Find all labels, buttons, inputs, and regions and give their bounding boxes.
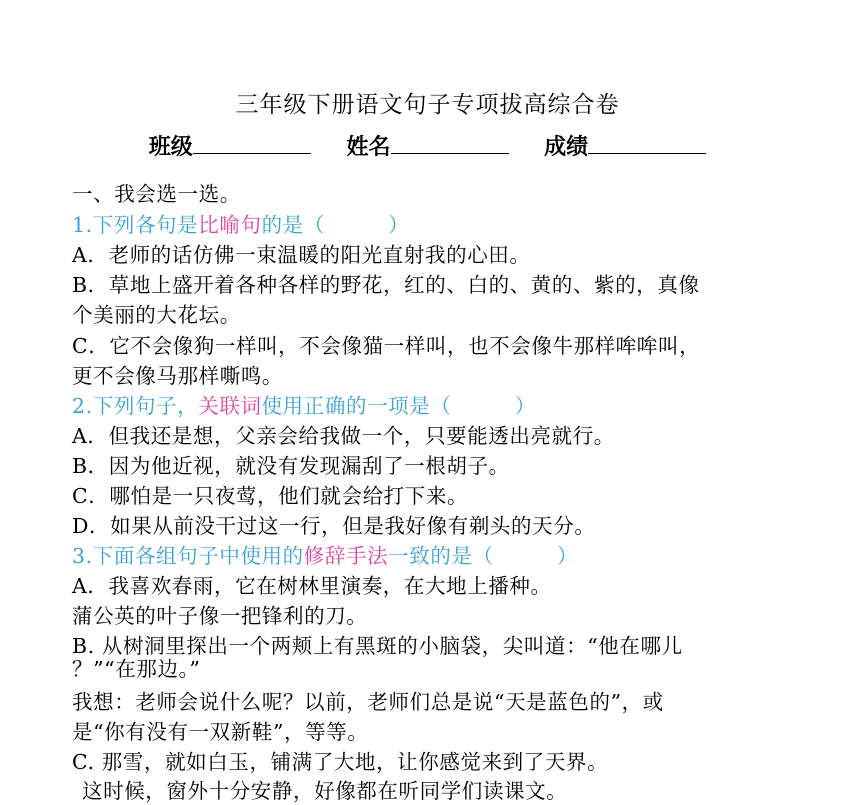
- name-label: 姓名: [346, 134, 391, 160]
- q2-option-a: A．但我还是想，父亲会给我做一个，只要能透出亮就行。: [72, 424, 615, 448]
- student-info-row: [0, 130, 855, 161]
- score-label: 成绩: [544, 134, 589, 160]
- q1-option-b: B．草地上盛开着各种各样的野花，红的、白的、黄的、紫的，真像: [72, 273, 700, 297]
- page-title: 三年级下册语文句子专项拔高综合卷: [235, 92, 620, 118]
- q2-key: 关联词: [198, 394, 262, 418]
- q1-option-c-cont: 更不会像马那样嘶鸣。: [72, 364, 283, 388]
- name-blank[interactable]: [391, 133, 509, 154]
- q3-option-b-2: 我想：老师会说什么呢？以前，老师们总是说“天是蓝色的”，或: [72, 690, 664, 714]
- q3-option-c: C. 那雪，就如白玉，铺满了大地，让你感觉来到了天界。: [72, 750, 609, 774]
- question-3: [72, 542, 578, 570]
- class-blank[interactable]: [193, 133, 311, 154]
- class-label: 班级: [148, 134, 193, 160]
- q2-post: 使用正确的一项是（ ）: [261, 394, 536, 418]
- q3-option-b-cont: ？”“在那边。”: [72, 657, 201, 681]
- q3-key: 修辞手法: [303, 544, 389, 568]
- q1-option-c: C．它不会像狗一样叫，不会像猫一样叫，也不会像牛那样哞哞叫，: [72, 334, 701, 358]
- q1-key: 比喻句: [198, 213, 262, 237]
- class-field: [149, 130, 311, 161]
- score-blank[interactable]: [588, 133, 706, 154]
- q1-post: 的是（ ）: [261, 213, 410, 237]
- q3-option-b-2-cont: 是“你有没有一双新鞋”，等等。: [72, 720, 369, 744]
- question-2: [72, 392, 536, 420]
- q1-option-b-cont: 个美丽的大花坛。: [72, 303, 241, 327]
- q3-option-a-2: 蒲公英的叶子像一把锋利的刀。: [72, 604, 368, 628]
- q2-option-c: C．哪怕是一只夜莺，他们就会给打下来。: [72, 484, 469, 508]
- section-heading: 一、我会选一选。: [72, 182, 241, 206]
- q2-pre: 2.下列句子，: [72, 394, 199, 418]
- q3-post: 一致的是（ ）: [388, 544, 579, 568]
- score-field: [544, 130, 706, 161]
- q1-pre: 1.下列各句是: [72, 213, 199, 237]
- q1-option-a: A．老师的话仿佛一束温暖的阳光直射我的心田。: [72, 243, 531, 267]
- question-1: [72, 211, 409, 239]
- q3-option-b: B. 从树洞里探出一个两颊上有黑斑的小脑袋，尖叫道：“他在哪儿: [72, 634, 683, 658]
- name-field: [346, 130, 508, 161]
- q3-pre: 3.下面各组句子中使用的: [72, 544, 304, 568]
- q2-option-d: D．如果从前没干过这一行，但是我好像有剃头的天分。: [72, 514, 596, 538]
- q3-option-c-2: 这时候，窗外十分安静，好像都在听同学们读课文。: [82, 779, 568, 803]
- q3-option-a: A．我喜欢春雨，它在树林里演奏，在大地上播种。: [72, 574, 552, 598]
- q2-option-b: B．因为他近视，就没有发现漏刮了一根胡子。: [72, 454, 510, 478]
